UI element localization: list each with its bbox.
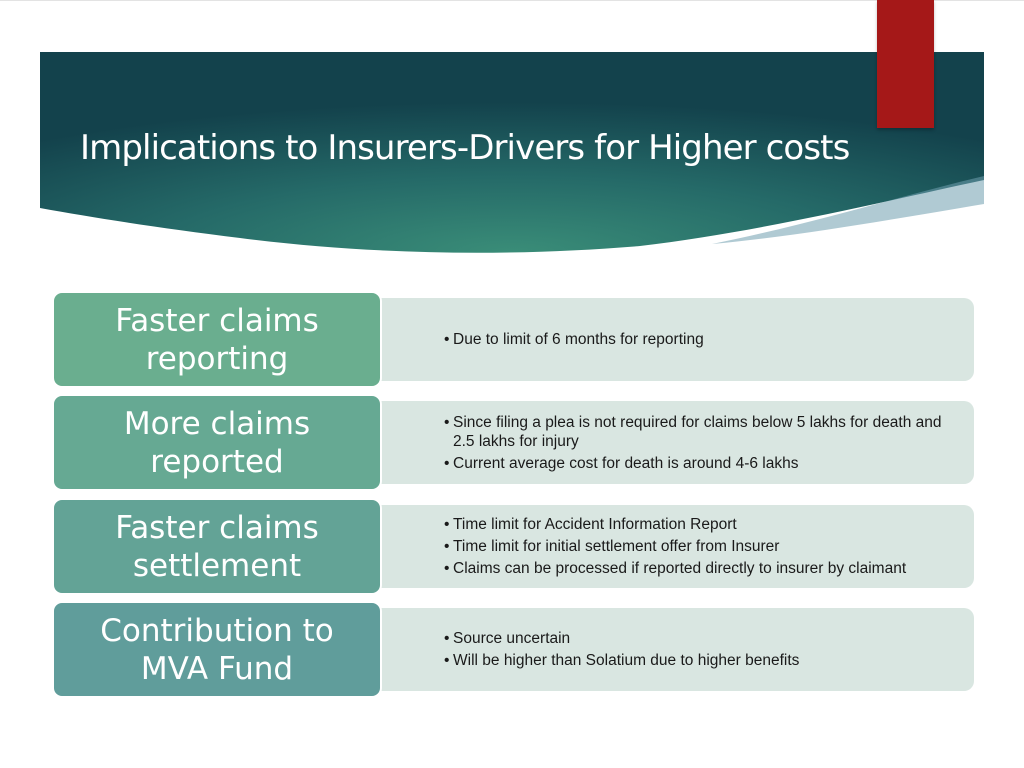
- row-label: [52, 394, 382, 491]
- row-more-claims-reported: [52, 394, 974, 491]
- row-label: [52, 498, 382, 595]
- row-label-line: reporting: [145, 340, 289, 377]
- row-contribution-to-mva-fund: [52, 601, 974, 698]
- row-details: [372, 401, 974, 484]
- slide-title: Implications to Insurers-Drivers for Higher costs: [80, 128, 850, 168]
- bullet-item: • Time limit for Accident Information Report: [444, 516, 737, 533]
- bullet-item: • Time limit for initial settlement offer from Insurer: [444, 538, 780, 555]
- bullet-item: • Current average cost for death is around 4-6 lakhs: [444, 454, 799, 472]
- row-faster-claims-reporting: [52, 291, 974, 388]
- row-label-line: MVA Fund: [140, 650, 294, 687]
- red-accent-tab: [877, 0, 934, 128]
- bullet-item: • Claims can be processed if reported directly to insurer by claimant: [444, 560, 907, 577]
- row-label-line: Contribution to: [100, 612, 334, 649]
- bullet-icon: •: [444, 560, 450, 577]
- row-label-line: Faster claims: [115, 302, 319, 339]
- row-details: [372, 298, 974, 381]
- row-label-line: settlement: [132, 547, 302, 584]
- bullet-icon: •: [444, 413, 450, 431]
- row-label-line: More claims: [123, 405, 311, 442]
- row-label: [52, 291, 382, 388]
- bullet-icon: •: [444, 454, 450, 472]
- bullet-icon: •: [444, 331, 450, 348]
- row-details: [372, 608, 974, 691]
- bullet-icon: •: [444, 516, 450, 533]
- bullet-item: • Due to limit of 6 months for reporting: [444, 331, 704, 348]
- bullet-icon: •: [444, 630, 450, 647]
- bullet-item: • Since filing a plea is not required for claims below 5 lakhs for death and 2.5 lakhs for injury: [444, 413, 942, 450]
- row-label: [52, 601, 382, 698]
- bullet-icon: •: [444, 538, 450, 555]
- bullet-item: • Source uncertain: [444, 630, 571, 647]
- row-label-line: Faster claims: [115, 509, 319, 546]
- bullet-item: • Will be higher than Solatium due to higher benefits: [444, 652, 800, 669]
- bullet-icon: •: [444, 652, 450, 669]
- row-label-line: reported: [150, 443, 284, 480]
- row-details: [372, 505, 974, 588]
- row-faster-claims-settlement: [52, 498, 974, 595]
